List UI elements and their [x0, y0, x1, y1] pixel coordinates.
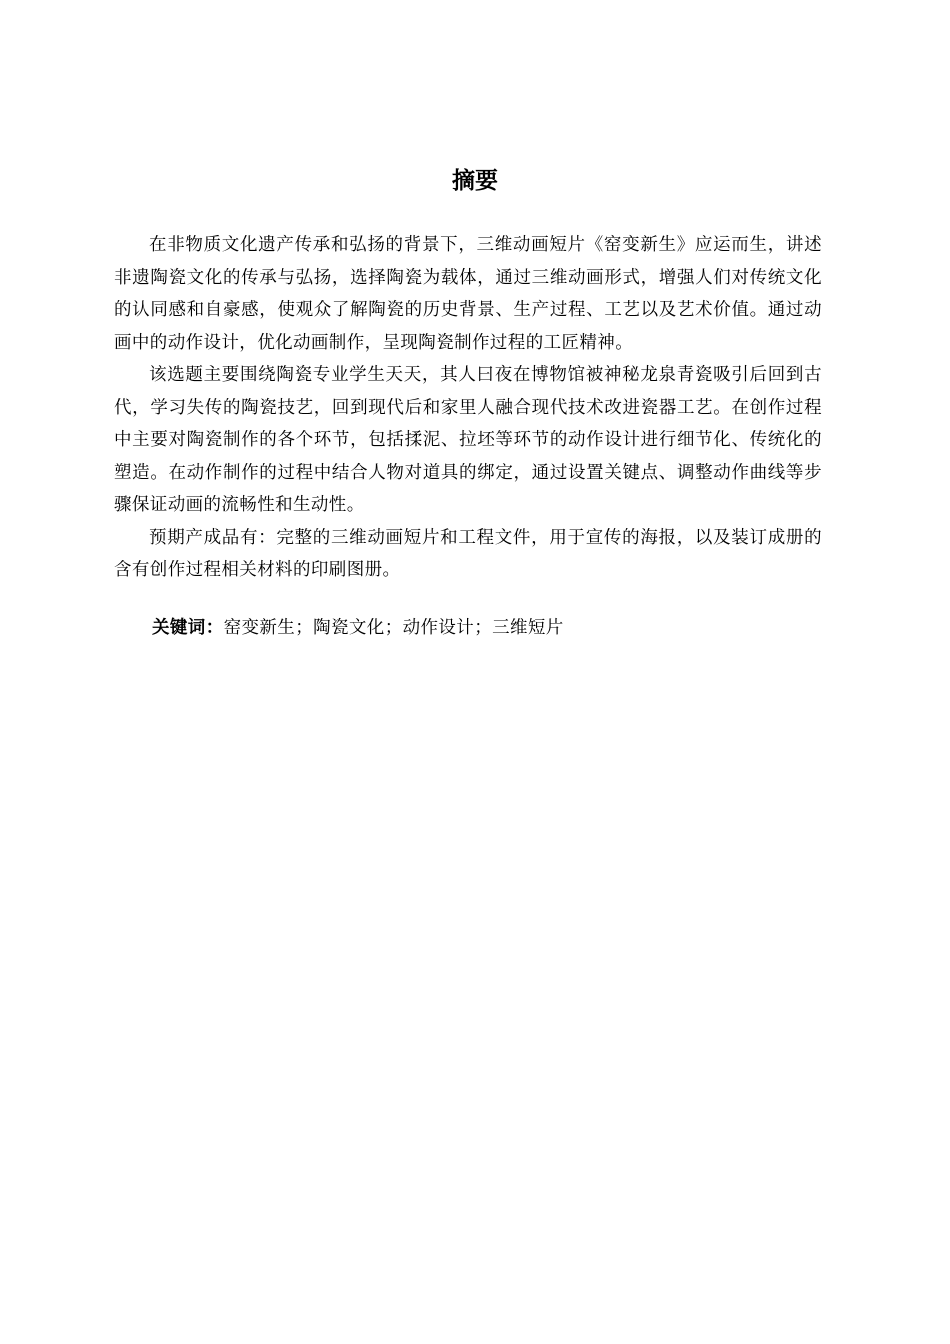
- abstract-paragraph: 该选题主要围绕陶瓷专业学生天天，其人曰夜在博物馆被神秘龙泉青瓷吸引后回到古代，学习失传的陶瓷技艺，回到现代后和家里人融合现代技术改进瓷器工艺。在创作过程中主要对陶瓷制作的各个环节，包括揉泥、拉坯等环节的动作设计进行细节化、传统化的塑造。在动作制作的过程中结合人物对道具的绑定，通过设置关键点、调整动作曲线等步骤保证动画的流畅性和生动性。: [114, 365, 822, 515]
- keywords-label: 关键词：: [152, 618, 224, 638]
- keywords-line: [152, 612, 822, 644]
- abstract-title: 摘要: [452, 168, 498, 194]
- abstract-body: [114, 229, 822, 587]
- abstract-paragraph: 在非物质文化遗产传承和弘扬的背景下，三维动画短片《窑变新生》应运而生，讲述非遗陶瓷文化的传承与弘扬，选择陶瓷为载体，通过三维动画形式，增强人们对传统文化的认同感和自豪感，使观众了解陶瓷的历史背景、生产过程、工艺以及艺术价值。通过动画中的动作设计，优化动画制作，呈现陶瓷制作过程的工匠精神。: [114, 235, 822, 353]
- abstract-paragraph: 预期产成品有：完整的三维动画短片和工程文件，用于宣传的海报，以及装订成册的含有创作过程相关材料的印刷图册。: [114, 527, 822, 580]
- keywords-text: 窑变新生；陶瓷文化；动作设计；三维短片: [223, 618, 564, 638]
